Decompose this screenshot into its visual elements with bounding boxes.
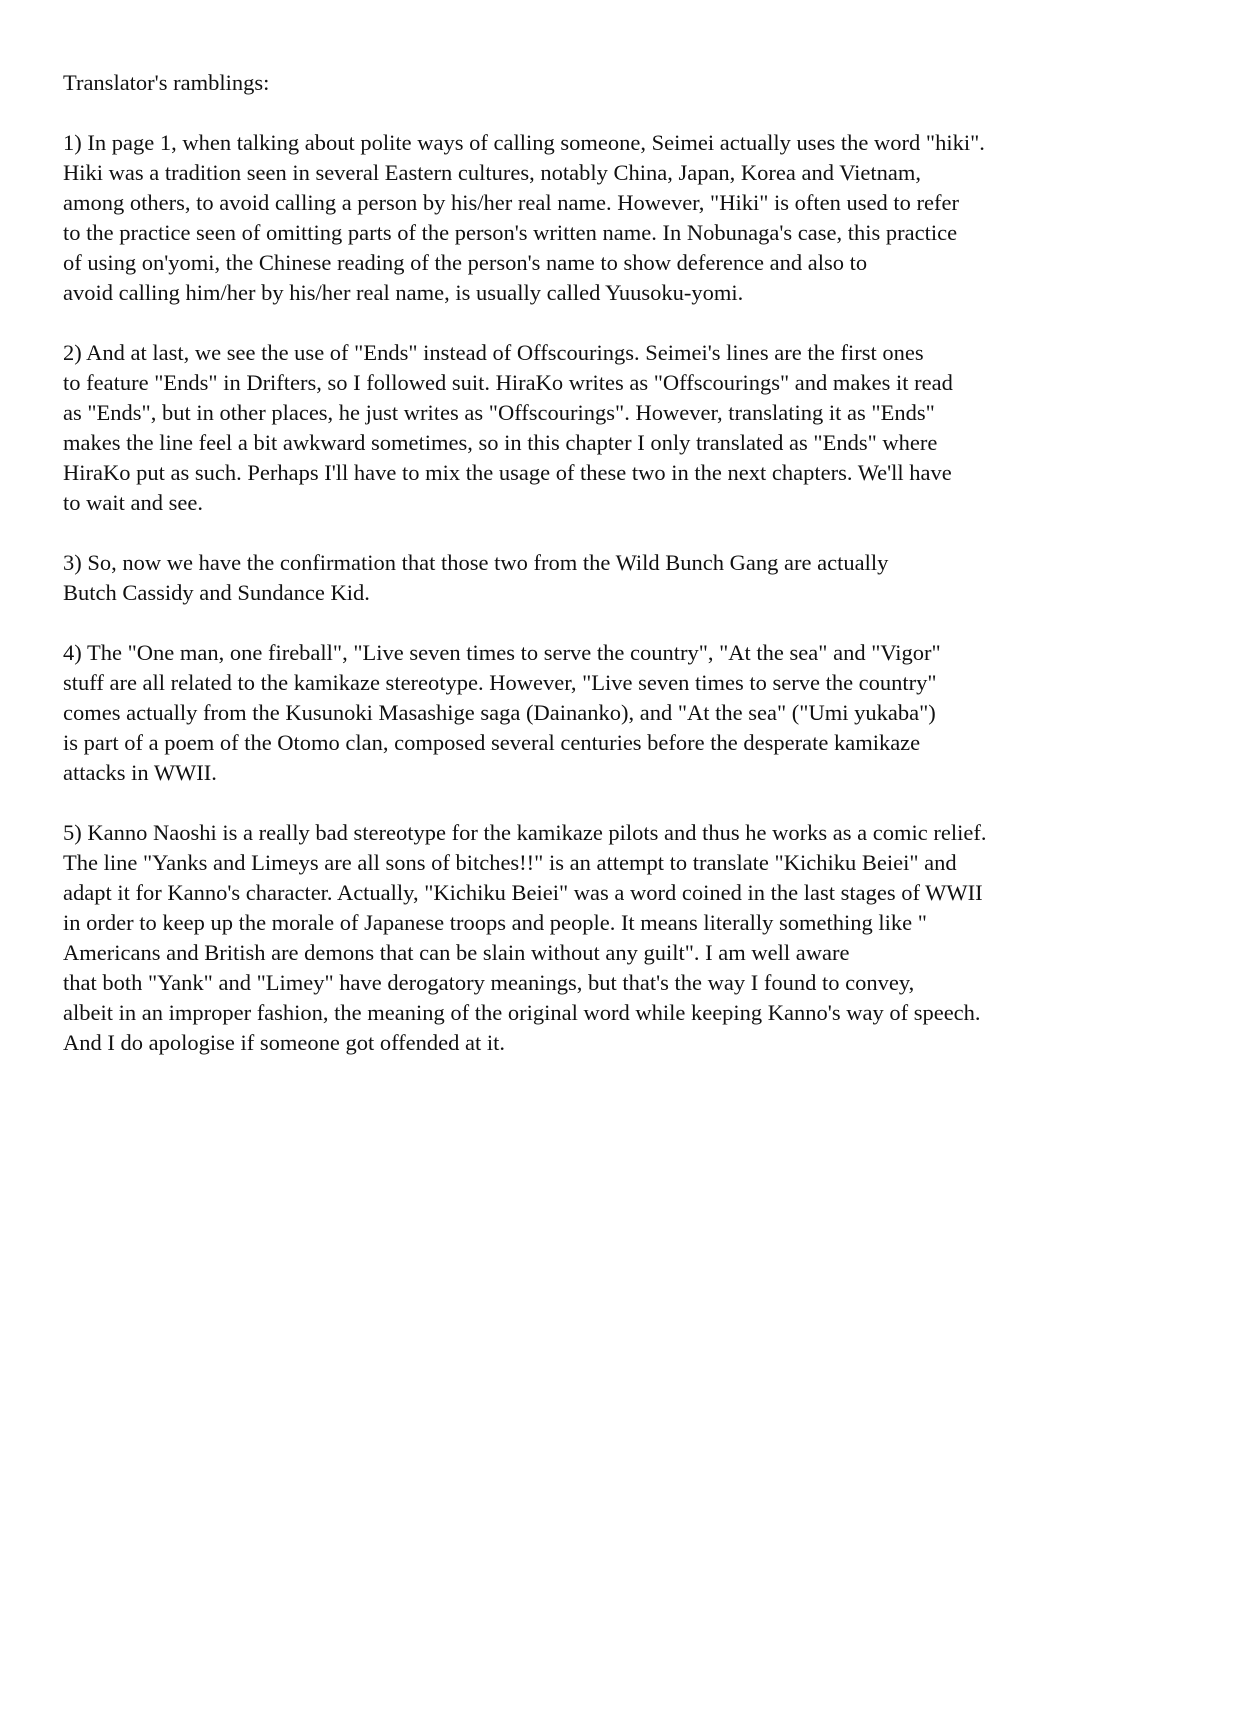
text-line: to feature "Ends" in Drifters, so I followed suit. HiraKo writes as "Offscourings" and makes it read — [63, 370, 953, 395]
text-line: among others, to avoid calling a person by his/her real name. However, "Hiki" is often used to refer — [63, 190, 959, 215]
text-line: of using on'yomi, the Chinese reading of the person's name to show deference and also to — [63, 250, 868, 275]
text-line: 5) Kanno Naoshi is a really bad stereotype for the kamikaze pilots and thus he works as a comic relief. — [63, 820, 987, 845]
text-line: to wait and see. — [63, 490, 203, 515]
text-line: HiraKo put as such. Perhaps I'll have to mix the usage of these two in the next chapters. We'll have — [63, 460, 952, 485]
text-line: 3) So, now we have the confirmation that those two from the Wild Bunch Gang are actually — [63, 550, 889, 575]
text-line: albeit in an improper fashion, the meaning of the original word while keeping Kanno's way of speech. — [63, 1000, 981, 1025]
text-line: And I do apologise if someone got offended at it. — [63, 1030, 505, 1055]
text-line: is part of a poem of the Otomo clan, composed several centuries before the desperate kamikaze — [63, 730, 921, 755]
text-line: to the practice seen of omitting parts of the person's written name. In Nobunaga's case, this practice — [63, 220, 958, 245]
text-line: stuff are all related to the kamikaze stereotype. However, "Live seven times to serve the country" — [63, 670, 937, 695]
text-line: 1) In page 1, when talking about polite ways of calling someone, Seimei actually uses the word "hiki". — [63, 130, 985, 155]
text-line: avoid calling him/her by his/her real name, is usually called Yuusoku-yomi. — [63, 280, 744, 305]
text-line: Americans and British are demons that can be slain without any guilt". I am well aware — [63, 940, 850, 965]
text-line: adapt it for Kanno's character. Actually, "Kichiku Beiei" was a word coined in the last stages of WWII — [63, 880, 983, 905]
text-line: attacks in WWII. — [63, 760, 217, 785]
text-line: makes the line feel a bit awkward sometimes, so in this chapter I only translated as "Ends" where — [63, 430, 938, 455]
text-line: as "Ends", but in other places, he just writes as "Offscourings". However, translating it as "Ends" — [63, 400, 935, 425]
text-line: that both "Yank" and "Limey" have derogatory meanings, but that's the way I found to convey, — [63, 970, 915, 995]
text-line: Butch Cassidy and Sundance Kid. — [63, 580, 370, 605]
document-heading: Translator's ramblings: — [63, 70, 270, 95]
text-line: comes actually from the Kusunoki Masashige saga (Dainanko), and "At the sea" ("Umi yukaba") — [63, 700, 936, 725]
text-line: 4) The "One man, one fireball", "Live seven times to serve the country", "At the sea" and "Vigor" — [63, 640, 941, 665]
paragraph-2 — [63, 338, 1183, 518]
paragraph-1 — [63, 128, 1183, 308]
paragraph-5 — [63, 818, 1183, 1058]
document-page — [63, 68, 1183, 1088]
text-line: Hiki was a tradition seen in several Eastern cultures, notably China, Japan, Korea and Vietnam, — [63, 160, 921, 185]
paragraph-3 — [63, 548, 1183, 608]
text-line: in order to keep up the morale of Japanese troops and people. It means literally something like " — [63, 910, 927, 935]
text-line: The line "Yanks and Limeys are all sons of bitches!!" is an attempt to translate "Kichiku Beiei" and — [63, 850, 957, 875]
paragraph-4 — [63, 638, 1183, 788]
text-line: 2) And at last, we see the use of "Ends" instead of Offscourings. Seimei's lines are the first ones — [63, 340, 924, 365]
